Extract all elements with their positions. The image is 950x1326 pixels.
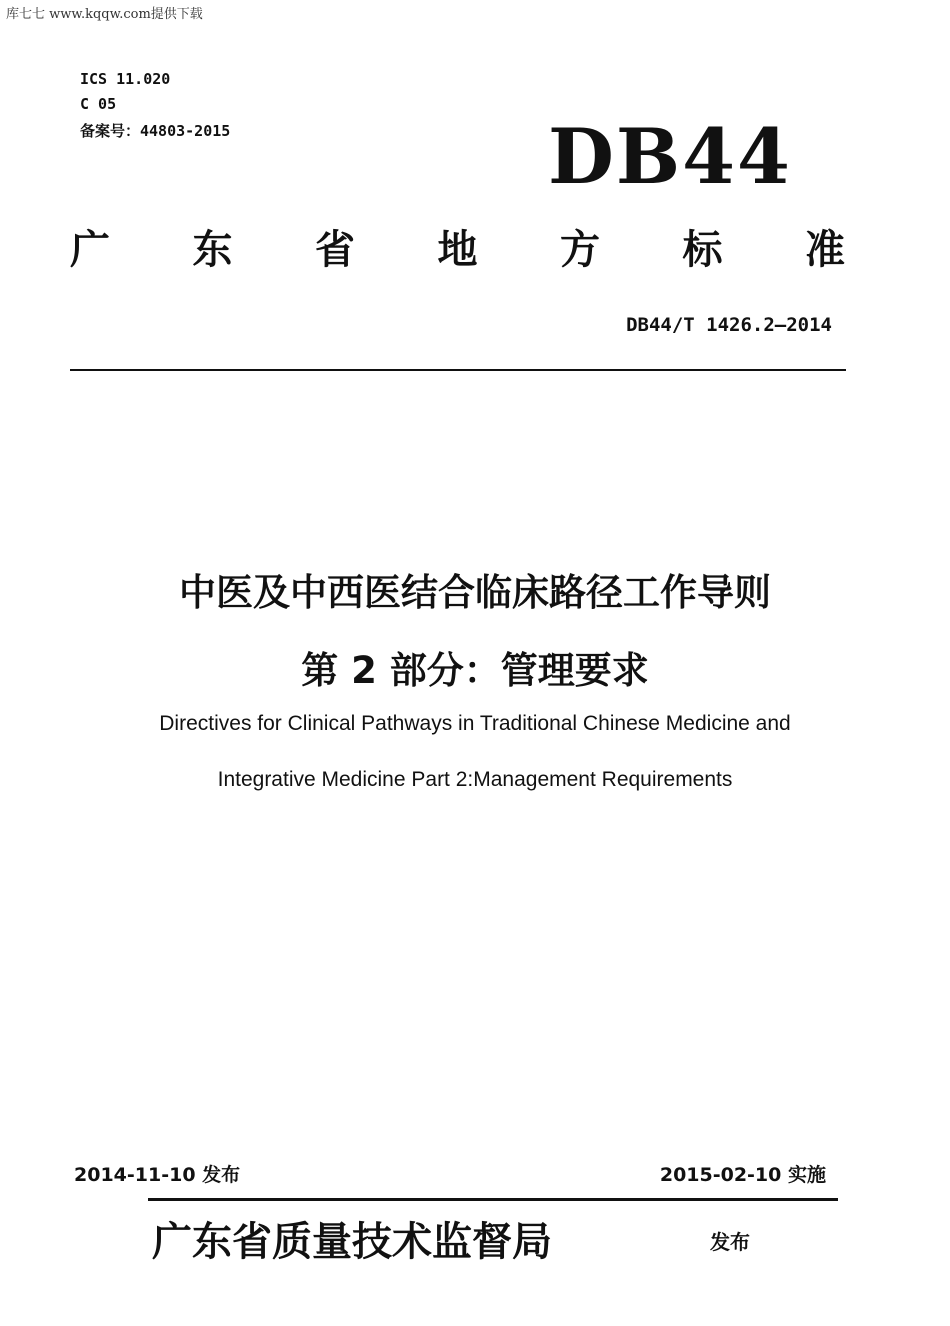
watermark-text: 库七七 www.kqqw.com提供下载 — [6, 7, 203, 22]
effective-date: 2015-02-10 实施 — [659, 1164, 826, 1186]
title-en-line2: Integrative Medicine Part 2:Management Requirements — [217, 768, 733, 791]
standard-number: DB44/T 1426.2—2014 — [626, 314, 832, 336]
title-cn-line1: 中医及中西医结合临床路径工作导则 — [179, 571, 771, 614]
standard-kind-char: 方 — [560, 227, 600, 273]
issuing-authority: 广东省质量技术监督局 — [152, 1218, 552, 1265]
header-divider — [70, 369, 846, 371]
title-en-line1: Directives for Clinical Pathways in Traditional Chinese Medicine and — [159, 712, 791, 735]
issue-label: 发布 — [710, 1230, 750, 1254]
standard-kind-char: 省 — [315, 227, 355, 273]
ics-code: ICS 11.020 — [80, 70, 171, 88]
standard-kind-char: 广 — [70, 227, 110, 273]
ccs-code: C 05 — [80, 95, 117, 113]
title-cn-line2: 第 2 部分：管理要求 — [301, 649, 649, 692]
standard-kind-heading — [70, 218, 845, 275]
issue-date: 2014-11-10 发布 — [74, 1164, 241, 1186]
standard-kind-char: 东 — [192, 227, 233, 273]
standard-kind-char: 地 — [437, 227, 478, 273]
standard-kind-char: 标 — [682, 227, 723, 273]
standard-kind-char: 准 — [805, 227, 845, 273]
record-number: 备案号：44803-2015 — [80, 122, 231, 140]
footer-divider — [148, 1198, 838, 1201]
standard-brand-logo: DB44 — [548, 112, 792, 201]
